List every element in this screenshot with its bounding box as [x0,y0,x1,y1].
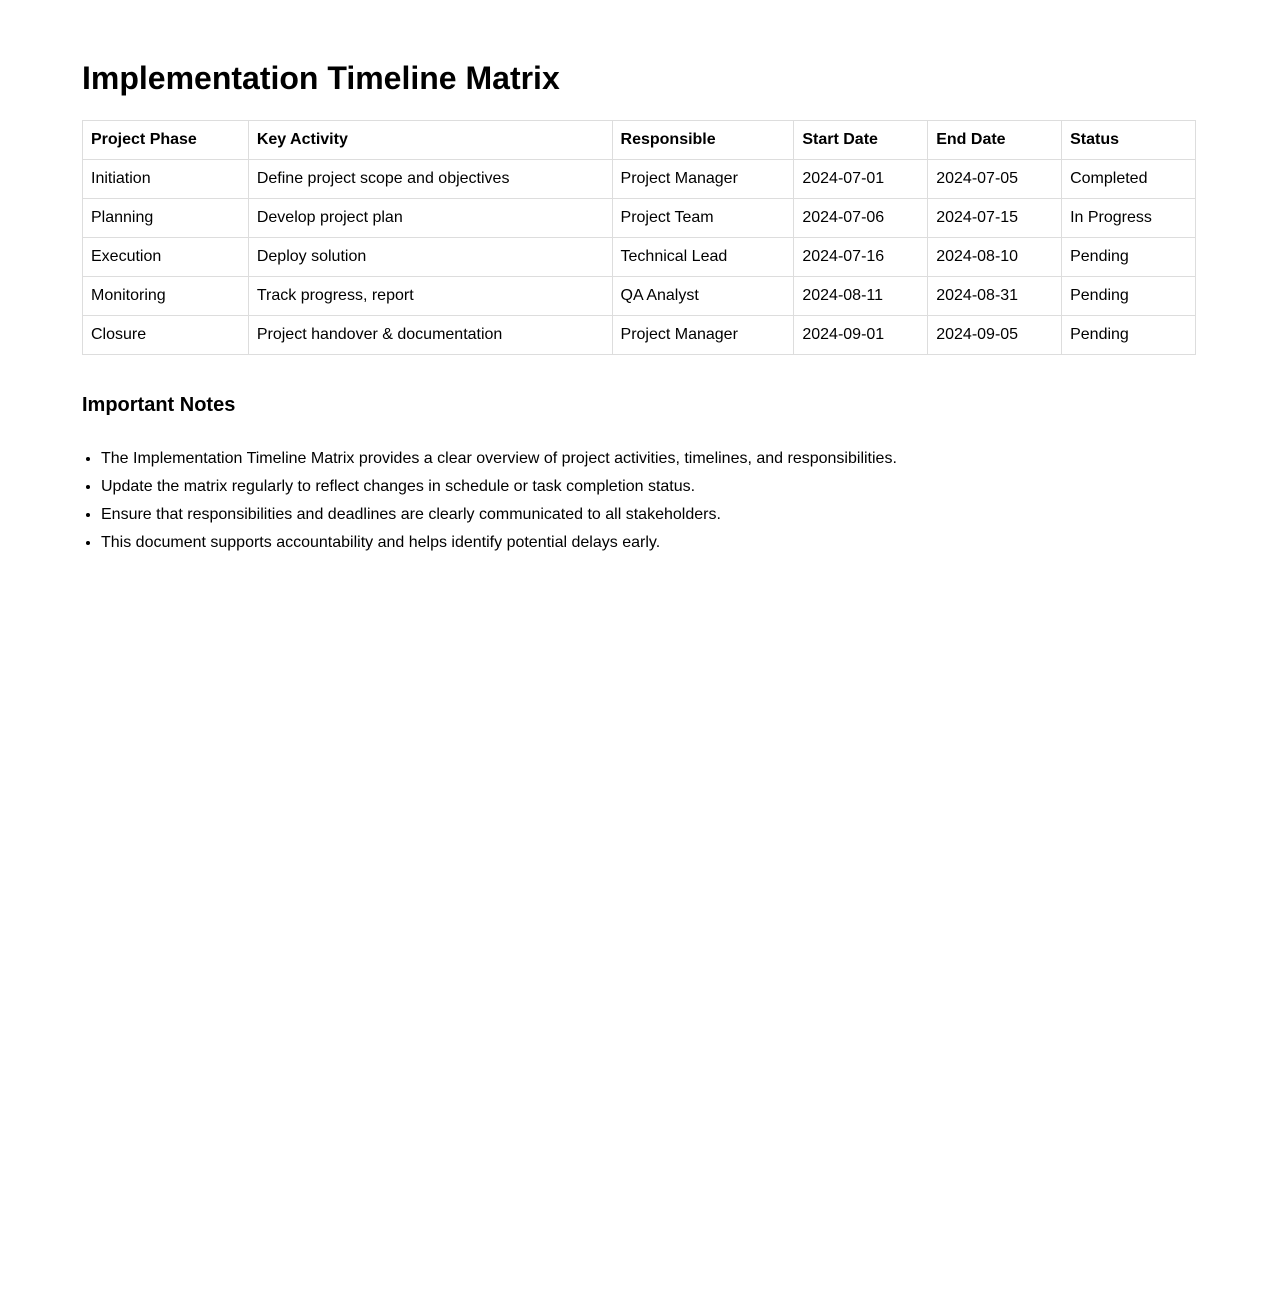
cell-project-phase: Monitoring [83,277,249,316]
cell-project-phase: Initiation [83,160,249,199]
cell-start-date: 2024-08-11 [794,277,928,316]
table-row [83,160,1196,199]
list-item: • This document supports accountability and helps identify potential delays early. [101,529,1196,557]
header-project-phase: Project Phase [83,121,249,160]
cell-responsible: Technical Lead [612,238,794,277]
table-row [83,238,1196,277]
cell-end-date: 2024-08-10 [928,238,1062,277]
header-key-activity: Key Activity [248,121,612,160]
cell-status: Pending [1062,238,1196,277]
cell-status: Pending [1062,316,1196,355]
cell-project-phase: Planning [83,199,249,238]
cell-status: Completed [1062,160,1196,199]
cell-end-date: 2024-08-31 [928,277,1062,316]
cell-responsible: Project Manager [612,160,794,199]
notes-heading: Important Notes [82,394,236,416]
document-page [0,0,1278,557]
cell-end-date: 2024-07-05 [928,160,1062,199]
cell-key-activity: Deploy solution [248,238,612,277]
header-responsible: Responsible [612,121,794,160]
list-item: • The Implementation Timeline Matrix provides a clear overview of project activities, timelines, and responsibilities. [101,445,1196,473]
header-start-date: Start Date [794,121,928,160]
cell-status: Pending [1062,277,1196,316]
list-item: • Ensure that responsibilities and deadlines are clearly communicated to all stakeholders. [101,501,1196,529]
header-status: Status [1062,121,1196,160]
timeline-table [82,120,1196,355]
table-row [83,199,1196,238]
cell-start-date: 2024-09-01 [794,316,928,355]
cell-project-phase: Closure [83,316,249,355]
cell-start-date: 2024-07-01 [794,160,928,199]
header-end-date: End Date [928,121,1062,160]
table-row [83,316,1196,355]
cell-start-date: 2024-07-06 [794,199,928,238]
table-row [83,277,1196,316]
cell-end-date: 2024-07-15 [928,199,1062,238]
list-item: • Update the matrix regularly to reflect changes in schedule or task completion status. [101,473,1196,501]
cell-responsible: Project Manager [612,316,794,355]
page-title: Implementation Timeline Matrix [82,60,560,96]
cell-status: In Progress [1062,199,1196,238]
cell-end-date: 2024-09-05 [928,316,1062,355]
cell-key-activity: Define project scope and objectives [248,160,612,199]
cell-key-activity: Project handover & documentation [248,316,612,355]
table-header-row [83,121,1196,160]
cell-project-phase: Execution [83,238,249,277]
cell-start-date: 2024-07-16 [794,238,928,277]
cell-responsible: Project Team [612,199,794,238]
cell-responsible: QA Analyst [612,277,794,316]
notes-list [82,445,1196,557]
cell-key-activity: Track progress, report [248,277,612,316]
cell-key-activity: Develop project plan [248,199,612,238]
